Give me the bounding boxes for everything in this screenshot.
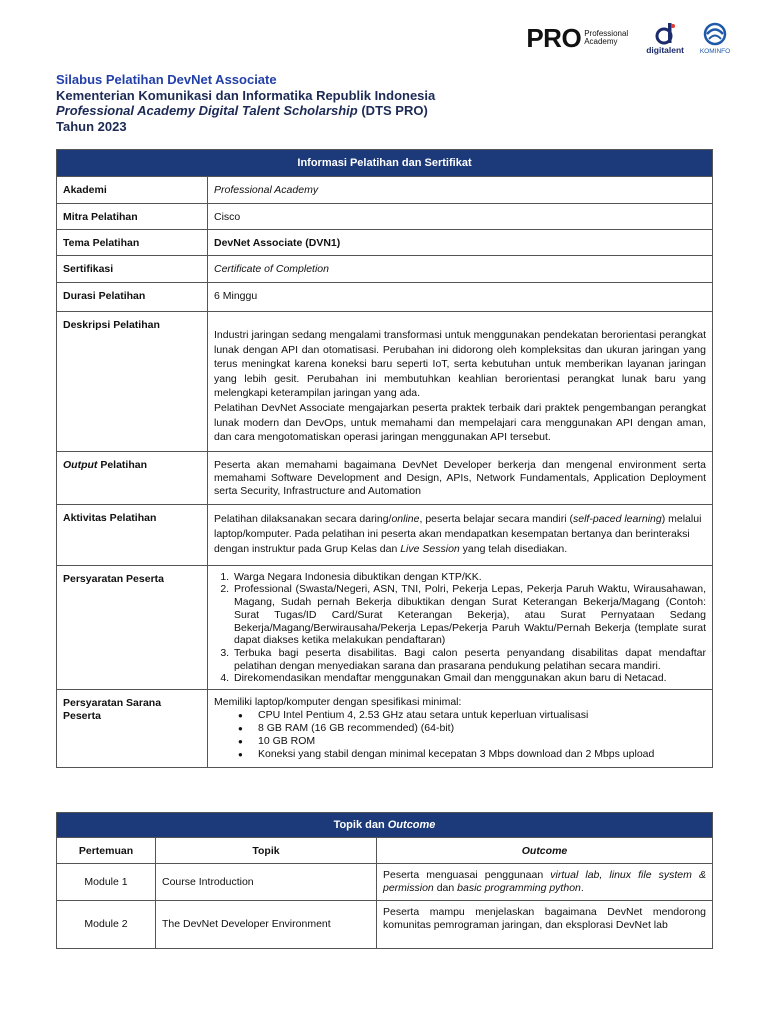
persyaratan-list (214, 571, 706, 685)
aktivitas-text-1: Pelatihan dilaksanakan secara daring/ (214, 512, 392, 525)
value-persyaratan (208, 565, 713, 689)
persyaratan-item: 3. Terbuka bagi peserta disabilitas. Bagi calon peserta penyandang disabilitas dapat mendaftar pelatihan dengan menyediakan sarana dan prasarana pendukung pelatihan secara mandiri. (232, 647, 706, 672)
ministry-name: Kementerian Komunikasi dan Informatika Republik Indonesia (56, 87, 436, 103)
outcome-text-1: Peserta menguasai penggunaan (383, 869, 551, 881)
info-table-title: Informasi Pelatihan dan Sertifikat (57, 150, 713, 177)
topic-row (57, 864, 713, 901)
topic-cell: The DevNet Developer Environment (156, 901, 377, 949)
label-deskripsi: Deskripsi Pelatihan (57, 312, 208, 452)
value-tema: DevNet Associate (DVN1) (208, 230, 713, 256)
sarana-list (214, 709, 706, 761)
outcome-text-3: dan (433, 882, 458, 894)
deskripsi-paragraph-2: Pelatihan DevNet Associate mengajarkan peserta praktek terbaik dari praktek pengembangan perangkat lunak modern dan DevOps, untuk memahami dan mempelajari cara menggunakan API dengan aman, dan cara mengotomatiskan operasi jaringan menggunakan API tersebut. (214, 401, 706, 444)
program-name-italic: Professional Academy Digital Talent Scholarship (56, 103, 358, 118)
topic-title-part2: Outcome (387, 819, 436, 831)
kominfo-label: KOMINFO (699, 47, 731, 55)
value-sertifikasi: Certificate of Completion (208, 256, 713, 283)
label-persyaratan: Persyaratan Peserta (57, 565, 208, 689)
aktivitas-text-6: Live Session (400, 542, 460, 555)
outcome-text-4: basic programming python (457, 882, 581, 894)
aktivitas-text-7: yang telah disediakan. (459, 542, 568, 555)
aktivitas-text-2: online (391, 512, 420, 525)
info-table-header-row (57, 150, 713, 177)
pro-subtitle (584, 30, 628, 47)
topic-row (57, 901, 713, 949)
row-akademi (57, 177, 713, 204)
value-durasi: 6 Minggu (208, 283, 713, 312)
row-aktivitas (57, 504, 713, 565)
row-sertifikasi (57, 256, 713, 283)
label-output-italic: Output (63, 458, 98, 471)
deskripsi-paragraph-1: Industri jaringan sedang mengalami transformasi untuk menggunakan pendekatan berorientasi perangkat lunak dengan API dan otomatisasi. Perubahan ini didorong oleh kompleksitas dan ukuran jaringan yang terus meningkat karena koneksi baru seperti IoT, serta kebutuhan untuk memberikan layanan jaringan yang lebih gesit. Perubahan ini membutuhkan keahlian berorientasi perangkat lunak baru yang melengkapi keterampilan jaringan yang ada. (214, 329, 706, 400)
persyaratan-item: 1. Warga Negara Indonesia dibuktikan dengan KTP/KK. (232, 571, 706, 584)
row-sarana (57, 690, 713, 768)
sarana-item: ● CPU Intel Pentium 4, 2.53 GHz atau setara untuk keperluan virtualisasi (258, 709, 706, 722)
label-tema: Tema Pelatihan (57, 230, 208, 256)
value-akademi: Professional Academy (208, 177, 713, 204)
label-durasi: Durasi Pelatihan (57, 283, 208, 312)
sarana-intro: Memiliki laptop/komputer dengan spesifikasi minimal: (214, 696, 462, 709)
pro-wordmark: PRO (526, 23, 582, 53)
row-deskripsi (57, 312, 713, 452)
year: Tahun 2023 (56, 118, 127, 134)
label-sarana: Persyaratan Sarana Peserta (57, 690, 208, 768)
training-info-table (56, 149, 713, 768)
outcome-cell (377, 864, 713, 901)
program-name-suffix: (DTS PRO) (357, 103, 428, 118)
persyaratan-item: 2. Professional (Swasta/Negeri, ASN, TNI, Polri, Pekerja Lepas, Pekerja Paruh Waktu, Wirausahawan, Magang, Sudah pernah Bekerja dibuktikan dengan Surat Keterangan Bekerja/Magang (Contoh: Surat Tugas/ID Card/Surat Keterangan Bekerja), atau Surat Pernyataan Sedang Bekerja/Magang/Berwirausaha/Pekerja Lepas/Pekerja Paruh Waktu/Pernah Bekerja (template surat dapat diakses ketika melakukan pendaftaran) (232, 583, 706, 647)
header-logos (526, 18, 732, 58)
digitalent-logo (646, 21, 684, 55)
outcome-text-5: . (580, 882, 584, 894)
pro-academy-logo (526, 25, 628, 51)
label-output (57, 451, 208, 504)
topic-table-header-row (57, 813, 713, 838)
sarana-item: ● Koneksi yang stabil dengan minimal kecepatan 3 Mbps download dan 2 Mbps upload (258, 748, 706, 761)
digitalent-icon (653, 21, 677, 45)
row-tema (57, 230, 713, 256)
label-akademi: Akademi (57, 177, 208, 204)
program-name (56, 103, 435, 119)
label-sertifikasi: Sertifikasi (57, 256, 208, 283)
label-aktivitas: Aktivitas Pelatihan (57, 504, 208, 565)
aktivitas-text-3: , peserta belajar secara mandiri ( (419, 512, 573, 525)
row-durasi (57, 283, 713, 312)
pro-subtitle-line2: Academy (584, 37, 618, 46)
outcome-text-2: virtual lab, linux file system & permission (383, 869, 706, 894)
column-pertemuan: Pertemuan (57, 838, 156, 864)
document-header (56, 72, 435, 134)
syllabus-title: Silabus Pelatihan DevNet Associate (56, 72, 277, 87)
topic-table-title (57, 813, 713, 838)
outcome-cell: Peserta mampu menjelaskan bagaimana DevNet mendorong komunitas pemrograman jaringan, dan eksplorasi DevNet lab (377, 901, 713, 949)
aktivitas-text-5: ) melalui laptop/komputer. Pada pelatihan ini peserta akan mendapatkan kesempatan bertanya dan berinteraksi dengan instruktur pada Grup Kelas dan (214, 512, 702, 555)
value-output: Peserta akan memahami bagaimana DevNet Developer berkerja dan mengenal environment serta memahami Software Development and Design, APIs, Network Fundamentals, Application Deployment serta Security, Infrastructure and Automation (208, 451, 713, 504)
module-cell: Module 1 (57, 864, 156, 901)
topic-outcome-table (56, 812, 713, 949)
topic-cell: Course Introduction (156, 864, 377, 901)
column-topik: Topik (156, 838, 377, 864)
pro-subtitle-line1: Professional (584, 28, 629, 38)
sarana-item: ● 10 GB ROM (258, 735, 706, 748)
column-outcome (377, 838, 713, 864)
topic-title-part1: Topik dan (333, 819, 388, 831)
value-deskripsi (208, 312, 713, 452)
row-output (57, 451, 713, 504)
module-cell: Module 2 (57, 901, 156, 949)
persyaratan-item: 4. Direkomendasikan mendaftar menggunakan Gmail dan menggunakan akun baru di Netacad. (232, 672, 706, 685)
kominfo-logo (698, 22, 732, 55)
column-outcome-label: Outcome (521, 844, 568, 857)
value-sarana (208, 690, 713, 768)
row-mitra (57, 204, 713, 230)
value-mitra: Cisco (208, 204, 713, 230)
value-aktivitas (208, 504, 713, 565)
sarana-item: ● 8 GB RAM (16 GB recommended) (64-bit) (258, 722, 706, 735)
kominfo-icon (698, 22, 732, 48)
aktivitas-text-4: self-paced learning (572, 512, 662, 525)
topic-column-header-row (57, 838, 713, 864)
row-persyaratan (57, 565, 713, 689)
digitalent-label: digitalent (646, 45, 684, 55)
label-mitra: Mitra Pelatihan (57, 204, 208, 230)
label-output-rest: Pelatihan (97, 458, 148, 471)
